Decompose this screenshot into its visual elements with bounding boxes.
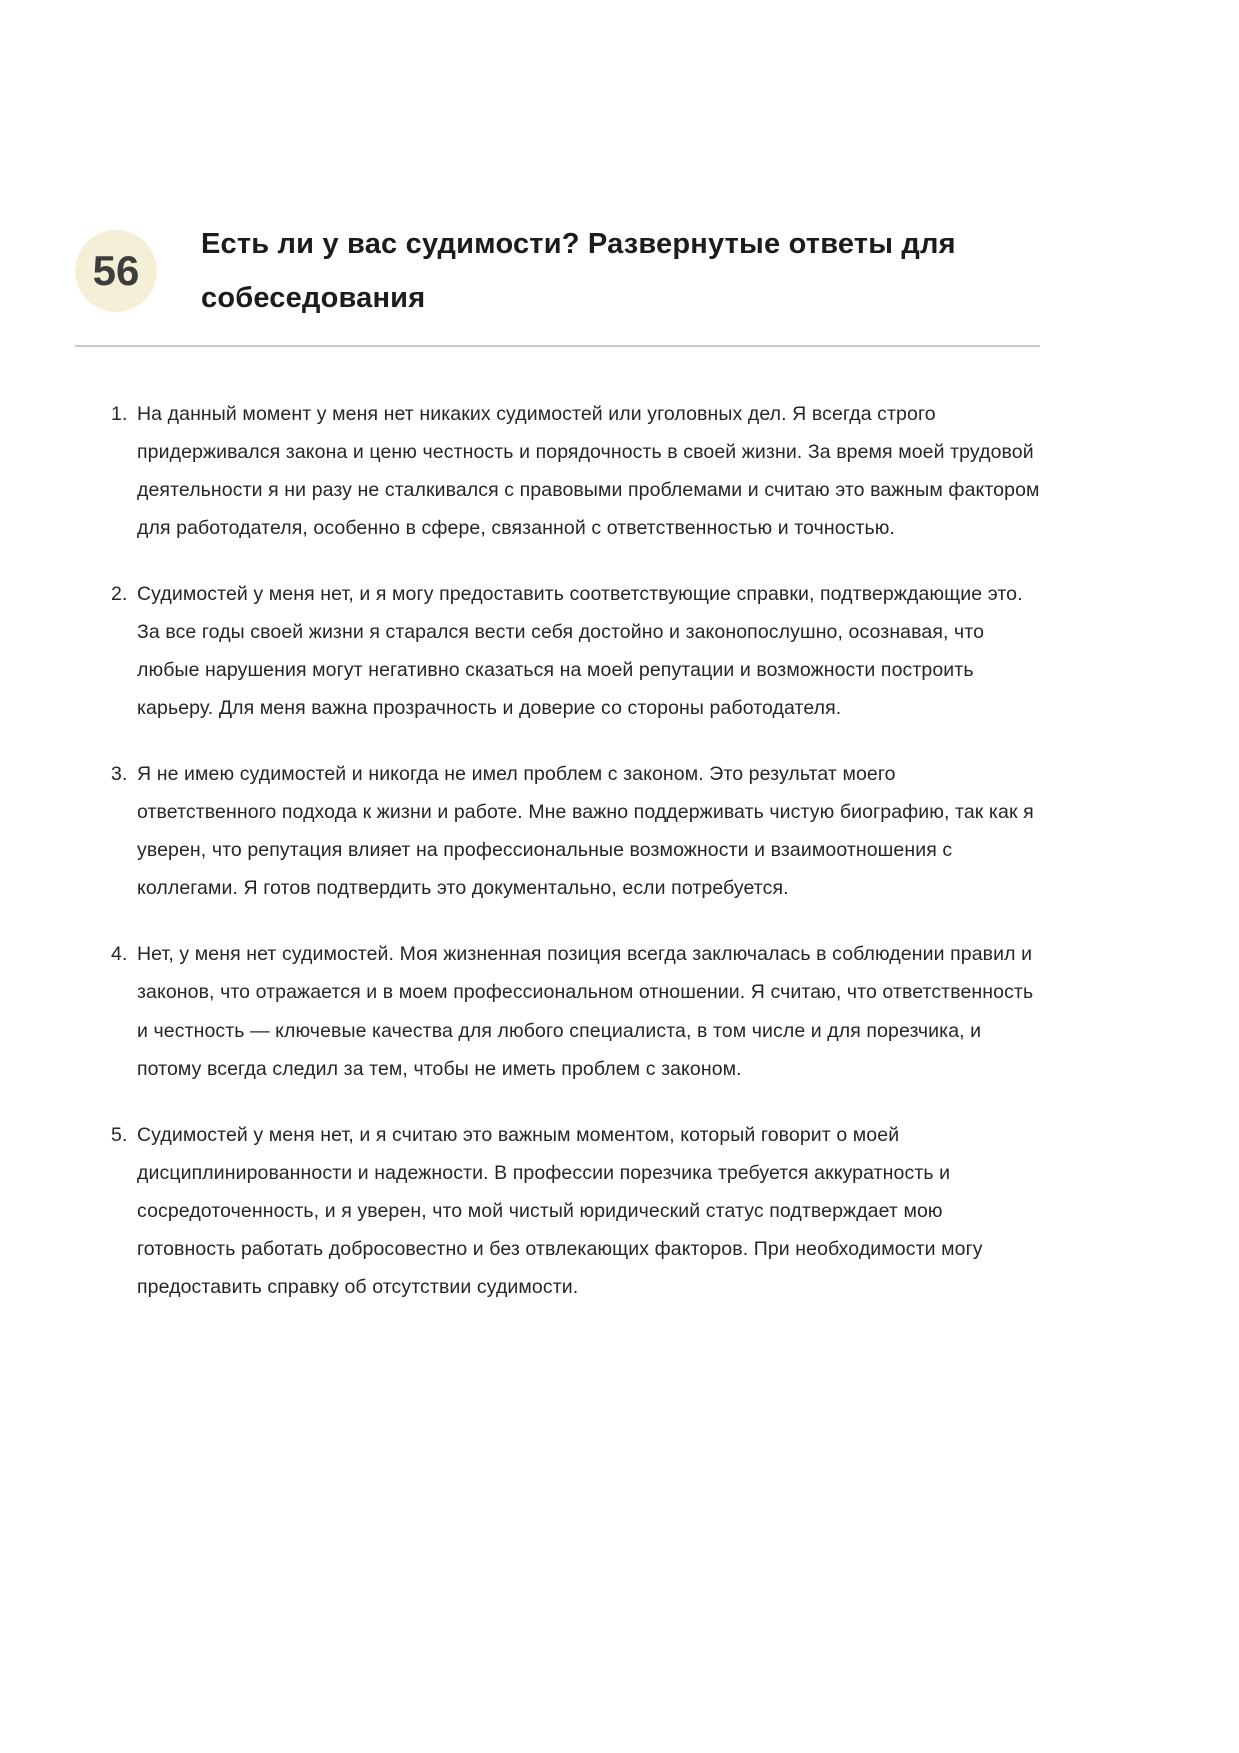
- list-item: 2. Судимостей у меня нет, и я могу предоставить соответствующие справки, подтверждающие это. За все годы своей жизни я старался вести себя достойно и законопослушно, осознавая, что любые нарушения могут негативно сказаться на моей репутации и возможности построить карьеру. Для меня важна прозрачность и доверие со стороны работодателя.: [133, 575, 1040, 727]
- title-divider: [75, 345, 1040, 347]
- list-item: 1. На данный момент у меня нет никаких судимостей или уголовных дел. Я всегда строго придерживался закона и ценю честность и порядочность в своей жизни. За время моей трудовой деятельности я ни разу не сталкивался с правовыми проблемами и считаю это важным фактором для работодателя, особенно в сфере, связанной с ответственностью и точностью.: [133, 395, 1040, 547]
- answers-list: [75, 395, 1040, 1305]
- list-item: 5. Судимостей у меня нет, и я считаю это важным моментом, который говорит о моей дисциплинированности и надежности. В профессии порезчика требуется аккуратность и сосредоточенность, и я уверен, что мой чистый юридический статус подтверждает мою готовность работать добросовестно и без отвлекающих факторов. При необходимости могу предоставить справку об отсутствии судимости.: [133, 1116, 1040, 1306]
- list-item: 4. Нет, у меня нет судимостей. Моя жизненная позиция всегда заключалась в соблюдении правил и законов, что отражается и в моем профессиональном отношении. Я считаю, что ответственность и честность — ключевые качества для любого специалиста, в том числе и для порезчика, и потому всегда следил за тем, чтобы не иметь проблем с законом.: [133, 935, 1040, 1087]
- list-item: 3. Я не имею судимостей и никогда не имел проблем с законом. Это результат моего ответственного подхода к жизни и работе. Мне важно поддерживать чистую биографию, так как я уверен, что репутация влияет на профессиональные возможности и взаимоотношения с коллегами. Я готов подтвердить это документально, если потребуется.: [133, 755, 1040, 907]
- page-title: Есть ли у вас судимости? Развернутые ответы для собеседования: [201, 228, 956, 314]
- section-header: [75, 218, 1039, 325]
- section-number-badge: 56: [75, 230, 157, 312]
